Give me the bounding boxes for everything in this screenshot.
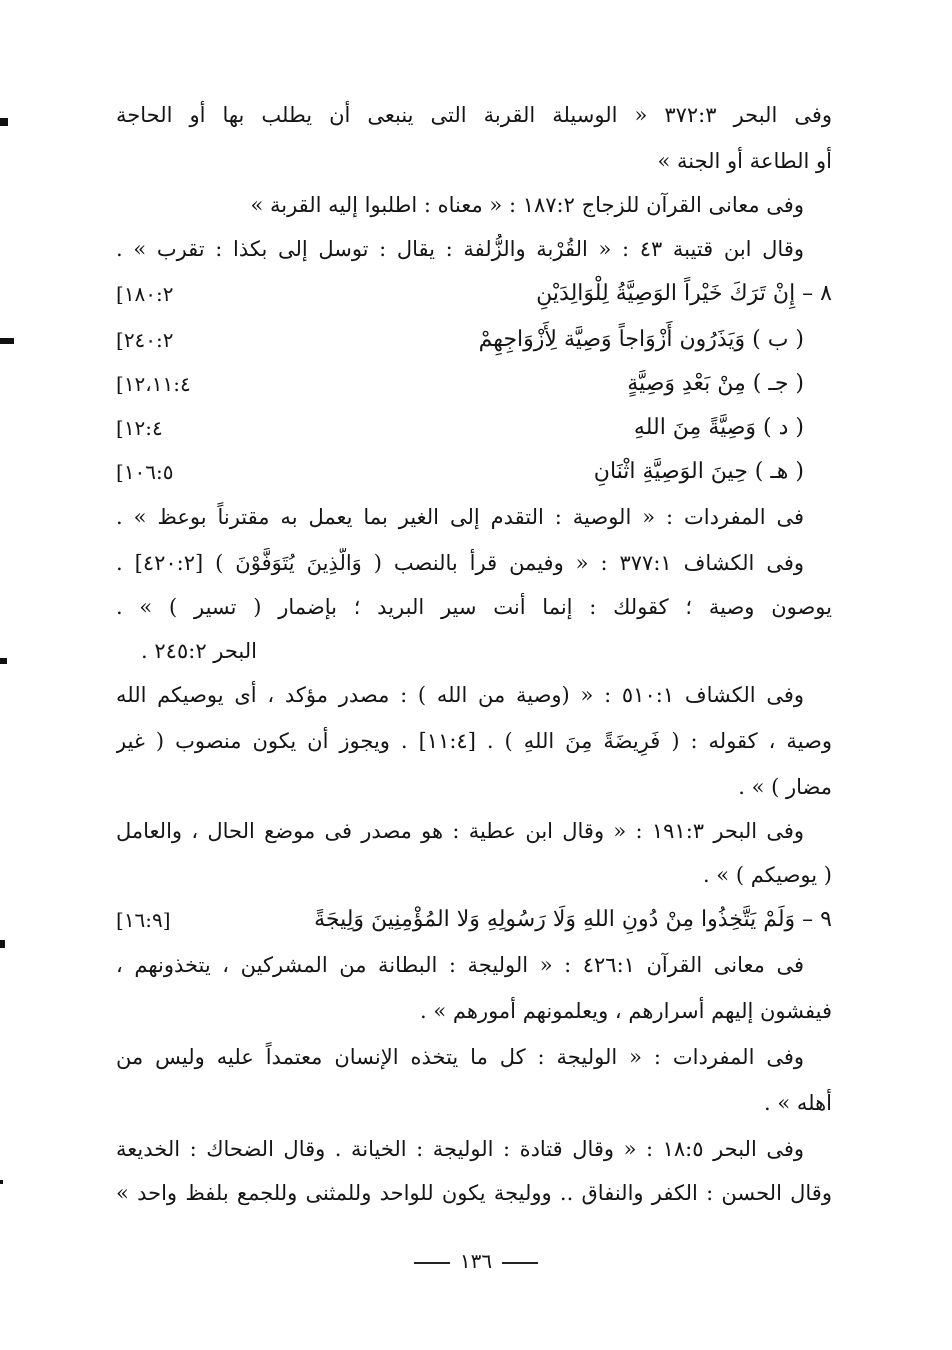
scan-mark [0, 940, 5, 948]
text-line: وفى البحر ٣٧٢:٣ « الوسيلة القربة التى ينبعى أن يطلب بها أو الحاجة [116, 103, 832, 127]
text-line: وفى البحر ١٩١:٣ : « وقال ابن عطية : هو مصدر فى موضع الحال ، والعامل [116, 819, 804, 843]
verse-row [116, 902, 832, 938]
text-line: يوصون وصية ؛ كقولك : إنما أنت سير البريد ؛ بإضمار ( تسير ) » . [116, 595, 832, 619]
text-line: فيفشون إليهم أسرارهم ، ويعلمونهم أمورهم » . [420, 999, 832, 1023]
text-line: وفى البحر ١٨:٥ : « وقال قتادة : الوليجة : الخيانة . وقال الضحاك : الخديعة [116, 1137, 804, 1161]
page-number-dash [502, 1262, 538, 1264]
verse-text: ( هـ ) حِينَ الوَصِيَّةِ اثْنَانِ [593, 459, 804, 484]
text-line: أو الطاعة أو الجنة » [657, 149, 832, 173]
text-line: مضار ) » . [738, 775, 832, 799]
scan-mark [0, 338, 14, 344]
text-line: فى المفردات : « الوصية : التقدم إلى الغير بما يعمل به مقترناً بوعظ » . [116, 505, 804, 529]
scan-mark [0, 118, 8, 126]
text-line: وصية ، كقوله : ( فَرِيضَةً مِنَ اللهِ ) . [١١:٤] . ويجوز أن يكون منصوب ( غير [116, 729, 832, 753]
verse-row [116, 276, 832, 312]
verse-reference: [١٠٦:٥ [116, 460, 174, 484]
verse-text: ( ب ) وَيَذَرُون أَزْوَاجاً وَصِيَّة لِأَزْوَاجِهِمْ [478, 327, 804, 352]
verse-row [116, 322, 832, 358]
text-line: وفى المفردات : « الوليجة : كل ما يتخذه الإنسان معتمداً عليه وليس من [116, 1045, 804, 1069]
page-number-dash [414, 1262, 450, 1264]
verse-reference: [٢٤٠:٢ [116, 328, 174, 352]
text-line: وقال الحسن : الكفر والنفاق .. ووليجة يكون للواحد وللمثنى وللجمع بلفظ واحد » [116, 1181, 832, 1205]
verse-row [116, 454, 832, 490]
text-line: أهله » . [764, 1091, 832, 1115]
verse-reference: [١٦:٩] [116, 908, 171, 932]
text-line: وفى الكشاف ٥١٠:١ : « (وصية من الله ) : مصدر مؤكد ، أى يوصيكم الله [116, 683, 804, 707]
text-line: فى معانى القرآن ٤٢٦:١ : « الوليجة : البطانة من المشركين ، يتخذونهم ، [116, 953, 804, 977]
verse-row [116, 410, 832, 446]
verse-reference: [١٨٠:٢ [116, 282, 174, 306]
page-number-value: ١٣٦ [459, 1249, 493, 1273]
verse-reference: [١٢:٤ [116, 416, 163, 440]
verse-text: ( د ) وَصِيَّةً مِنَ اللهِ [633, 415, 804, 440]
page-number [0, 1246, 952, 1276]
scan-mark [0, 658, 7, 664]
scan-mark [0, 1180, 3, 1184]
verse-text: ( جـ ) مِنْ بَعْدِ وَصِيَّةٍ [627, 371, 804, 396]
verse-text: ٩ – وَلَمْ يَتَّخِذُوا مِنْ دُونِ اللهِ وَلَا رَسُولِهِ وَلا المُؤْمِنِينَ وَلِيجَةً [314, 907, 832, 932]
verse-reference: [١٢،١١:٤ [116, 372, 191, 396]
text-line: البحر ٢٤٥:٢ . [141, 639, 257, 663]
text-line: ( يوصيكم ) » . [702, 863, 832, 887]
text-line: وفى معانى القرآن للزجاج ١٨٧:٢ : « معناه : اطلبوا إليه القربة » [250, 193, 804, 217]
text-line: وقال ابن قتيبة ٤٣ : « القُرْبة والزُّلفة : يقال : توسل إلى بكذا : تقرب » . [116, 237, 804, 261]
text-line: وفى الكشاف ٣٧٧:١ : « وفيمن قرأ بالنصب ( وَالَّذِينَ يُتَوَفَّوْنَ ) [٤٢٠:٢] . [116, 551, 804, 575]
verse-text: ٨ – إِنْ تَرَكَ خَيْراً الوَصِيَّةُ لِلْوَالِدَيْنِ [536, 281, 832, 306]
verse-row [116, 366, 832, 402]
